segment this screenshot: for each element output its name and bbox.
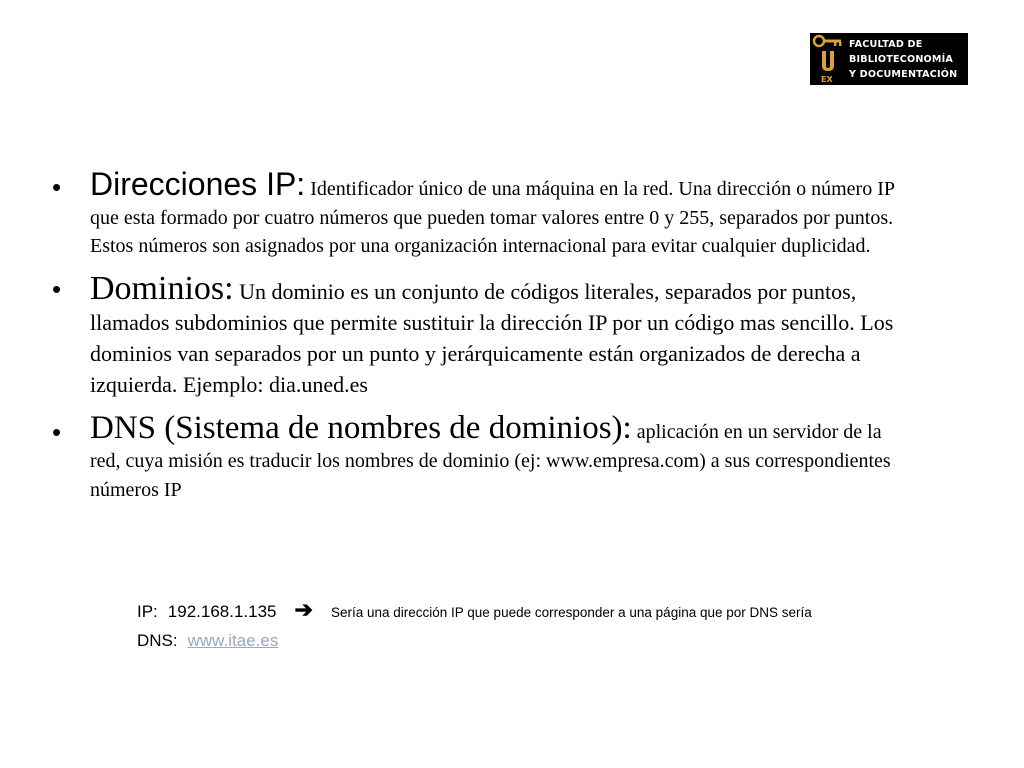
bullet-term-domains: Dominios: — [90, 269, 234, 307]
example-dns-line — [137, 631, 977, 663]
dns-label: DNS: — [137, 631, 178, 650]
arrow-right-icon: ➔ — [294, 597, 313, 622]
bullet-marker: • — [52, 172, 62, 202]
bullet-term-ip: Direcciones IP: — [90, 166, 306, 202]
bullet-dns — [52, 409, 912, 505]
logo-line-2: BIBLIOTECONOMÍA — [849, 53, 954, 65]
bullet-text-dns: aplicación en un servidor de la red, cuya misión es traducir los nombres de dominio (ej: www.empresa.com) a sus correspondientes números IP — [90, 420, 891, 501]
bullet-list — [52, 166, 912, 505]
logo-line-3: Y DOCUMENTACIÓN — [849, 68, 958, 80]
faculty-logo — [810, 33, 968, 85]
ip-label: IP: — [137, 602, 158, 621]
bullet-domains — [52, 269, 912, 400]
bullet-marker: • — [52, 273, 62, 304]
example-ip-line — [137, 597, 977, 629]
bullet-text-domains: Un dominio es un conjunto de códigos literales, separados por puntos, llamados subdominios que permite sustituir la dirección IP por un código mas sencillo. Los dominios van separados por un punto y jerárquicamente están organizados de derecha a izquierda. Ejemplo: dia.uned.es — [90, 278, 894, 397]
ip-value: 192.168.1.135 — [167, 602, 277, 621]
logo-line-1: FACULTAD DE — [849, 38, 923, 50]
logo-text — [844, 33, 968, 85]
bullet-term-dns: DNS (Sistema de nombres de dominios): — [90, 409, 632, 446]
example-note: Sería una dirección IP que puede corresponder a una página que por DNS sería — [330, 605, 812, 620]
dns-link[interactable]: www.itae.es — [187, 631, 279, 650]
bullet-marker: • — [52, 416, 62, 447]
bullet-ip-addresses — [52, 166, 912, 261]
example-block — [137, 597, 977, 663]
bullet-text-ip: Identificador único de una máquina en la red. Una dirección o número IP que esta formado por cuatro números que pueden tomar valores entre 0 y 255, separados por puntos. Estos números son asignados por una organización internacional para evitar cualquier duplicidad. — [90, 178, 895, 257]
university-emblem-icon — [812, 33, 844, 85]
svg-text:EX: EX — [821, 75, 833, 84]
